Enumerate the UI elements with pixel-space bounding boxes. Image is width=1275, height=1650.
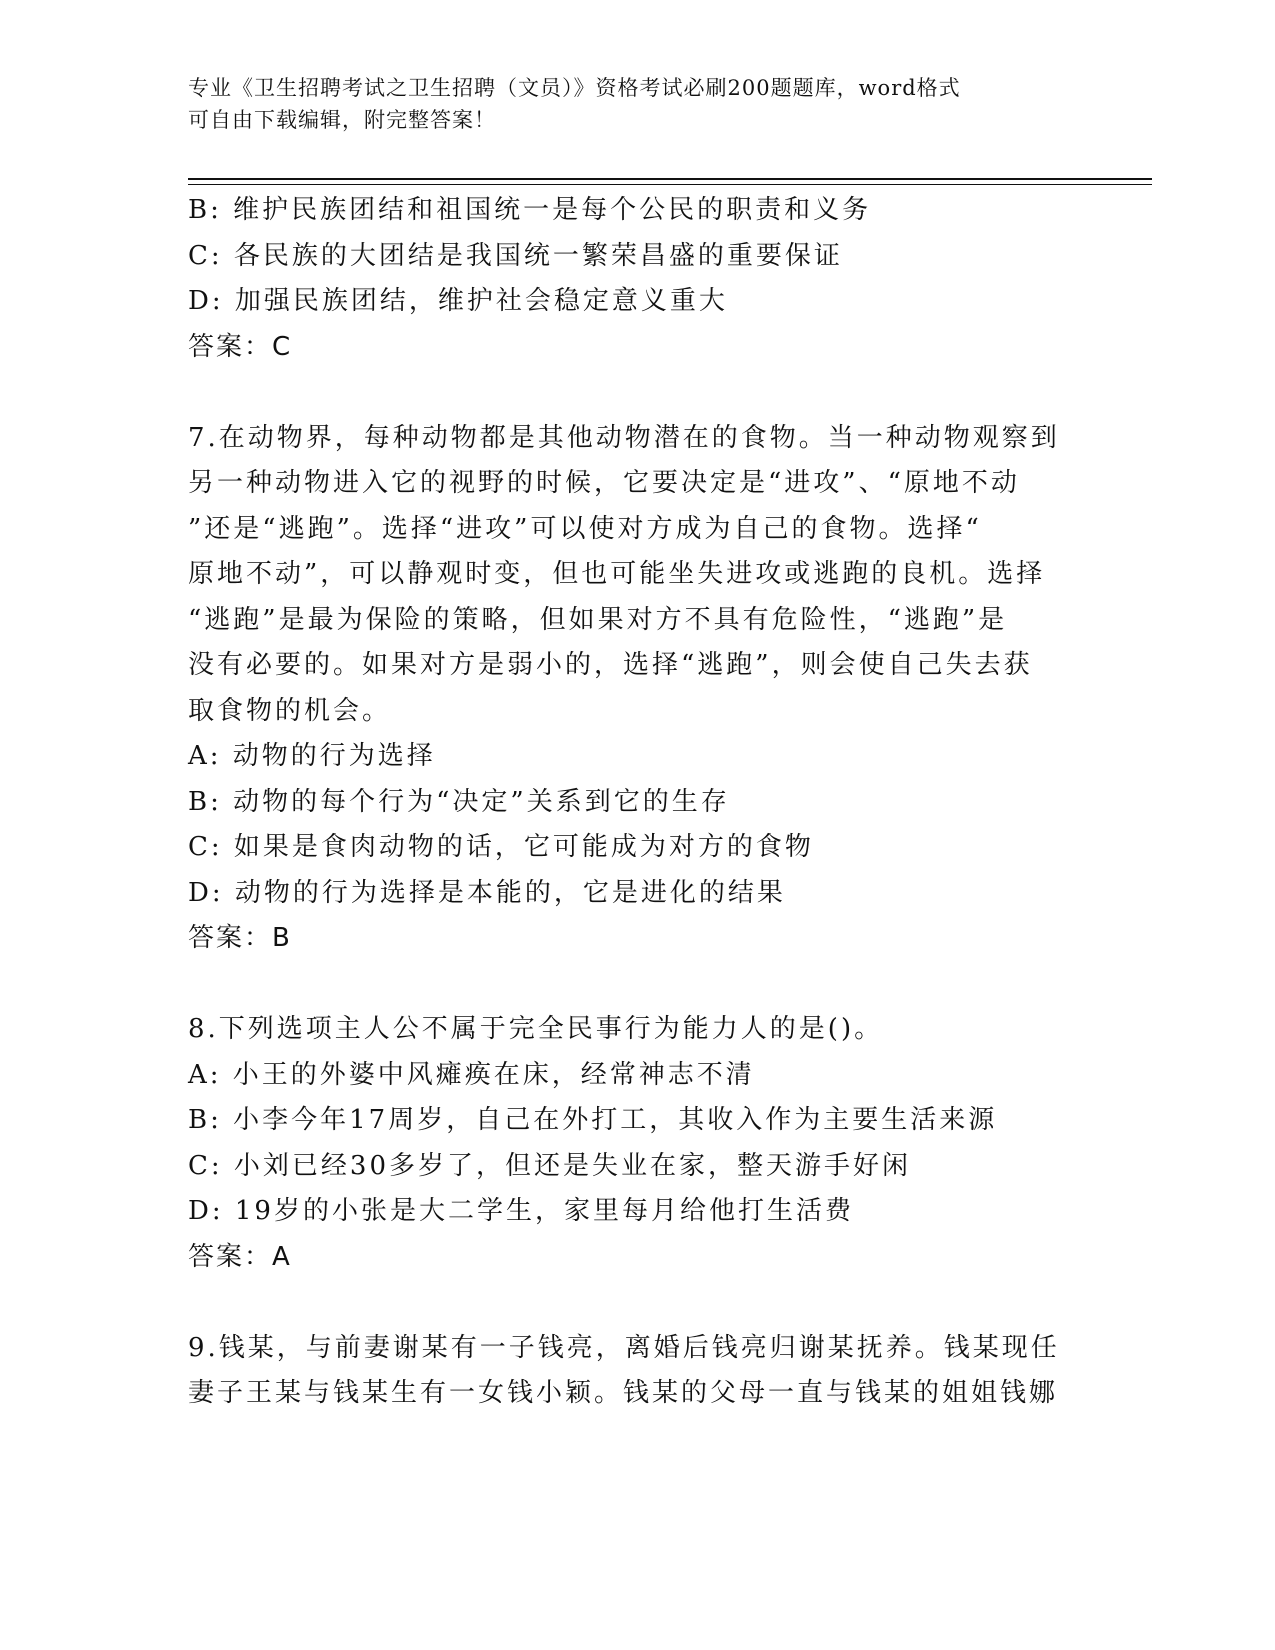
option-a: A: 动物的行为选择 xyxy=(188,741,436,771)
question-stem-line: 9.钱某，与前妻谢某有一子钱亮，离婚后钱亮归谢某抚养。钱某现任 xyxy=(188,1332,1060,1363)
question-stem-line: 原地不动”，可以静观时变，但也可能坐失进攻或逃跑的良机。选择 xyxy=(188,559,1046,589)
question-6-continuation xyxy=(188,188,1068,370)
header-divider-thin xyxy=(188,184,1152,185)
option-d: D: 动物的行为选择是本能的，它是进化的结果 xyxy=(188,877,786,908)
option-b: B: 小李今年17周岁，自己在外打工，其收入作为主要生活来源 xyxy=(188,1105,998,1135)
option-c: C: 各民族的大团结是我国统一繁荣昌盛的重要保证 xyxy=(188,240,843,271)
question-7 xyxy=(188,416,1068,962)
option-d: D: 19岁的小张是大二学生，家里每月给他打生活费 xyxy=(188,1196,854,1226)
question-stem-line: 8.下列选项主人公不属于完全民事行为能力人的是()。 xyxy=(188,1014,884,1044)
header-title-line-1: 专业《卫生招聘考试之卫生招聘（文员）》资格考试必刷200题题库，word格式 xyxy=(188,76,961,100)
question-8 xyxy=(188,1007,1068,1280)
page-header xyxy=(188,72,1088,136)
question-stem-line: 没有必要的。如果对方是弱小的，选择“逃跑”，则会使自己失去获 xyxy=(188,650,1033,680)
question-stem-line: ”还是“逃跑”。选择“进攻”可以使对方成为自己的食物。选择“ xyxy=(188,513,982,544)
question-stem-line: 取食物的机会。 xyxy=(188,695,392,726)
answer-line: 答案：B xyxy=(188,923,292,953)
option-c: C: 小刘已经30多岁了，但还是失业在家，整天游手好闲 xyxy=(188,1150,912,1181)
question-stem-line: 妻子王某与钱某生有一女钱小颖。钱某的父母一直与钱某的姐姐钱娜 xyxy=(188,1378,1059,1408)
option-c: C: 如果是食肉动物的话，它可能成为对方的食物 xyxy=(188,832,814,862)
option-b: B: 维护民族团结和祖国统一是每个公民的职责和义务 xyxy=(188,195,872,225)
question-stem-line: 7.在动物界，每种动物都是其他动物潜在的食物。当一种动物观察到 xyxy=(188,422,1060,453)
question-stem-line: 另一种动物进入它的视野的时候，它要决定是“进攻”、“原地不动 xyxy=(188,468,1020,498)
question-spacer xyxy=(188,1280,1068,1326)
answer-line: 答案：C xyxy=(188,331,293,362)
answer-line: 答案：A xyxy=(188,1241,292,1272)
option-b: B: 动物的每个行为“决定”关系到它的生存 xyxy=(188,786,730,817)
header-divider-thick xyxy=(188,178,1152,180)
question-spacer xyxy=(188,962,1068,1008)
question-stem-line: “逃跑”是最为保险的策略，但如果对方不具有危险性，“逃跑”是 xyxy=(188,604,1008,635)
header-title-line-2: 可自由下载编辑，附完整答案！ xyxy=(188,108,496,132)
question-9 xyxy=(188,1326,1068,1417)
option-a: A: 小王的外婆中风瘫痪在床，经常神志不清 xyxy=(188,1059,755,1090)
question-spacer xyxy=(188,370,1068,416)
option-d: D: 加强民族团结，维护社会稳定意义重大 xyxy=(188,286,728,316)
document-body xyxy=(188,188,1068,1417)
